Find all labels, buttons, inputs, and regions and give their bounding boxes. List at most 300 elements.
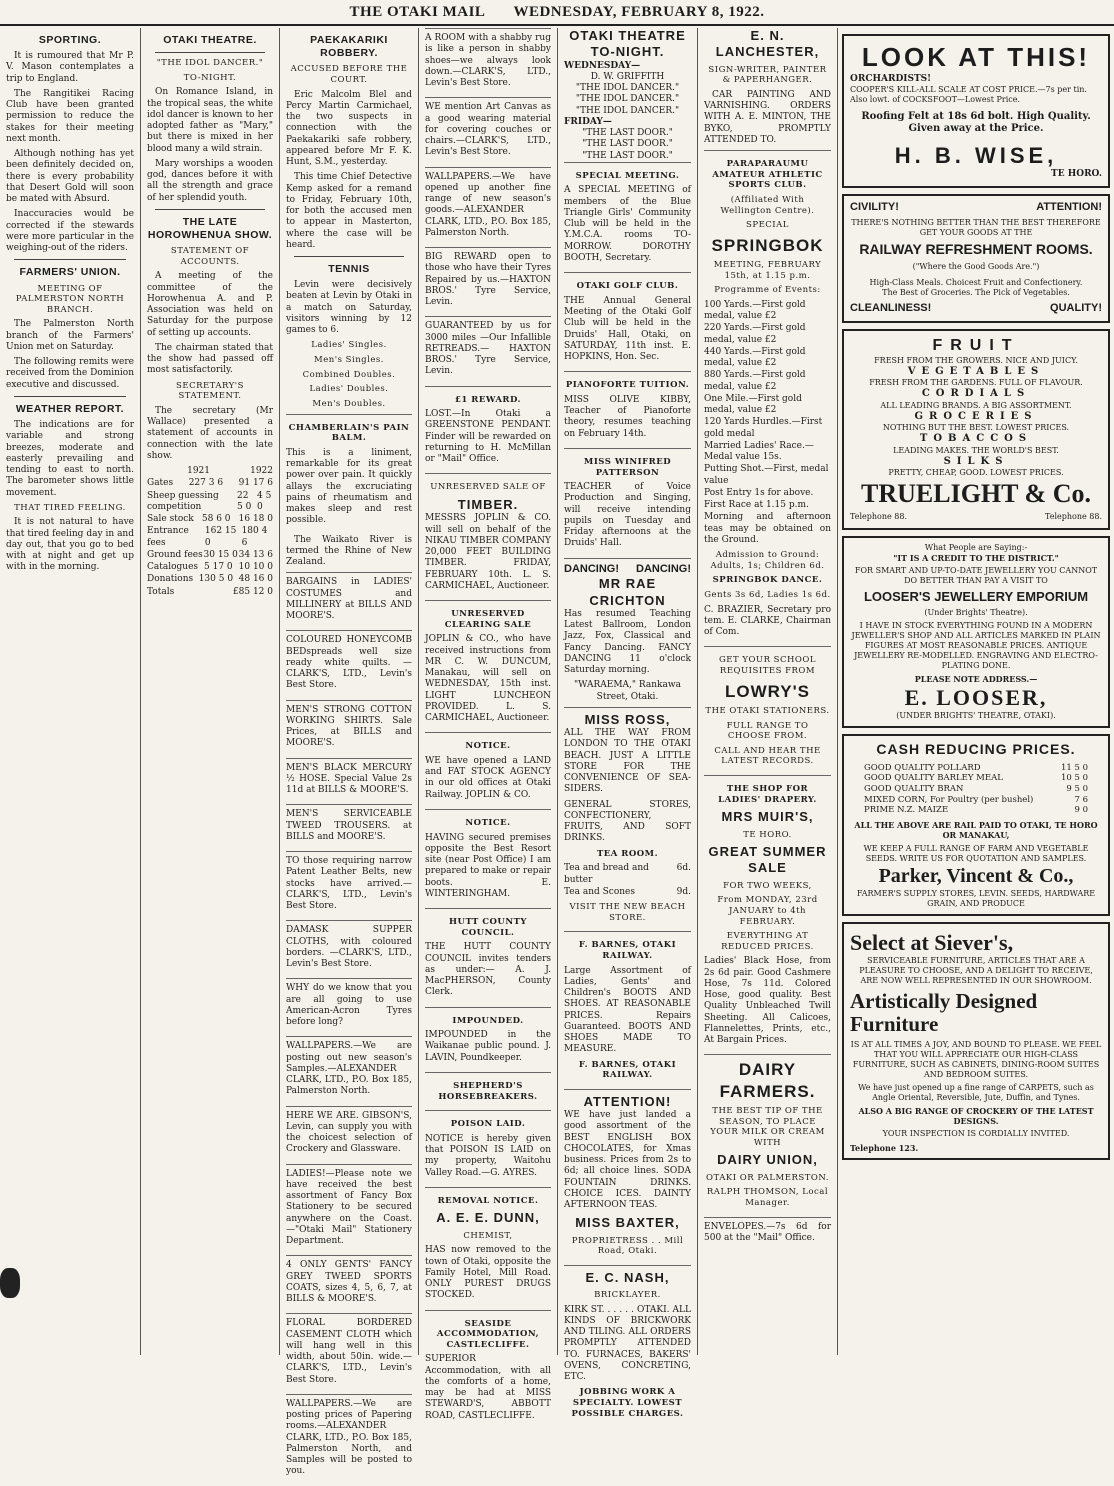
looser-sub: (Under Brights' Theatre). (924, 607, 1028, 617)
accounts-cell: 227 3 6 (188, 478, 224, 489)
event-item: 100 Yards.—First gold medal, value £2 (704, 299, 806, 322)
accounts-cell: Donations (147, 574, 194, 585)
ad-text: A ROOM with a shabby rug is like a person in shabby shoes—we always look down.—CLARK'S, LTD., Levin's Best Store. (425, 33, 551, 88)
classified-ad (286, 1255, 412, 1313)
classified-ad (286, 700, 412, 758)
full-range-line: FULL RANGE TO CHOOSE FROM. (726, 720, 809, 742)
balm-paragraph: This is a liniment, remarkable for its great power over pain. It quickly allays the excruciating pains of rheumatism and makes sleep and rest possible. (286, 447, 412, 526)
lanchester-sub: SIGN-WRITER, PAINTER & PAPERHANGER. (708, 64, 827, 86)
shepherd-ad (425, 1072, 551, 1110)
accounts-cell: 22 5 0 (237, 490, 252, 512)
robbery-paragraph: Eric Malcolm Blel and Percy Martin Carmichael, the two suspects in connection with the Paekakariki safe robbery, appeared before Mr F. K. Hunt, S.M., yesterday. (286, 89, 412, 167)
civility-label: CIVILITY! (850, 200, 899, 213)
accounts-row (147, 562, 273, 573)
accounts-cell: 34 13 6 (238, 549, 273, 560)
ad-text: A SPECIAL MEETING of members of the Blue Triangle Girls' Community Club will be held in the Y.M.C.A. rooms TO-MORROW. DOROTHY BOOTH, Secretary. (564, 185, 691, 263)
divider (155, 209, 265, 210)
wise-tehoro: TE HORO. (1051, 169, 1102, 180)
idol-line: "THE IDOL DANCER." (575, 105, 680, 116)
all-above-line: ALL THE ABOVE ARE RAIL PAID TO OTAKI, TE HORO OR MANAKAU, (854, 819, 1098, 840)
fruit-line: LEADING MAKES. THE WORLD'S BEST. (893, 445, 1059, 455)
accounts-cell: 162 15 0 (204, 526, 237, 548)
artis-line1: Artistically Designed (850, 989, 1038, 1014)
poison-ad (425, 1110, 551, 1187)
wise-ad (842, 34, 1110, 188)
clearing-ad (425, 600, 551, 732)
accounts-cell: 48 16 0 (238, 574, 273, 585)
orch-line: COOPER'S KILL-ALL SCALE AT COST PRICE.—7s per tin. (850, 84, 1087, 94)
idol-line: "THE IDOL DANCER." (575, 83, 680, 93)
cash-row (850, 805, 1102, 816)
theatre2-friday: FRIDAY— (564, 116, 612, 127)
accounts-cell: Entrance fees (147, 526, 189, 548)
cash-price: 7 6 (1074, 794, 1088, 805)
railway-sub: ("Where the Good Goods Are.") (912, 261, 1040, 271)
accounts-cell: 180 4 6 (241, 526, 268, 548)
column-6 (698, 28, 838, 1355)
classified-ad (425, 28, 551, 97)
looser-name: E. LOOSER, (904, 684, 1048, 710)
divider (294, 256, 404, 257)
golf-ad (564, 272, 691, 371)
tennis-subheading: Men's Doubles. (312, 398, 386, 409)
ad-text: HERE WE ARE. GIBSON'S, Levin, can supply you with the choicest selection of Crockery and Glassware. (286, 1110, 412, 1155)
classified-ad (286, 804, 412, 851)
fruit-line: CORDIALS (921, 388, 1031, 399)
dairy-text: THE BEST TIP OF THE SEASON, TO PLACE YOUR MILK OR CREAM WITH (710, 1105, 825, 1148)
ad-text: BIG REWARD open to those who have their Tyres Repaired by us.—HAXTON BROS.' Tyre Service, Levin. (425, 252, 551, 307)
accounts-header-cell: 1921 (187, 466, 210, 477)
truelight-name: TRUELIGHT & Co. (861, 479, 1091, 508)
column-7 (838, 28, 1114, 1355)
divider (155, 52, 265, 53)
cash-row (850, 773, 1102, 784)
classified-ads (286, 572, 412, 1485)
springbok-title: SPRINGBOK (711, 235, 824, 255)
ad-text: KIRK ST. . . . . . OTAKI. ALL KINDS OF BRICKWORK AND TILING. ALL ORDERS PROMPTLY ATTENDED TO. FURNACES, BAKERS' OVENS, CONCRETING, ETC. (564, 1304, 691, 1383)
ad-text: THE Annual General Meeting of the Otaki Golf Club will be held in the Druids' Hall, Otaki, on SATURDAY, 11th inst. E. HOPKINS, Hon. Sec. (564, 295, 691, 362)
ad-text: Large Assortment of Ladies, Gents' and Children's BOOTS AND SHOES. AT REASONABLE PRICES. Repairs Guaranteed. BOOTS AND SHOES MADE TO MEASURE. (564, 965, 691, 1055)
theatre2-tonight: TO-NIGHT. (590, 44, 665, 60)
accounts-cell: 5 17 0 (204, 562, 233, 573)
event-item: Post Entry 1s for above. (704, 487, 814, 498)
crockery-text: ALSO A BIG RANGE OF CROCKERY OF THE LATEST DESIGNS. (858, 1105, 1094, 1126)
theatre2-griffith: D. W. GRIFFITH (590, 71, 665, 82)
select-text: SERVICEABLE FURNITURE, ARTICLES THAT ARE A PLEASURE TO CHOOSE, AND A DELIGHT TO RECEIVE, ARE NOW WELL REPRESENTED IN OUR SHOWROOM. (859, 956, 1093, 986)
dance-price: Gents 3s 6d, Ladies 1s 6d. (704, 590, 831, 600)
parker-name: Parker, Vincent & Co., (878, 864, 1074, 887)
fruit-line: TOBACCOS (919, 433, 1033, 444)
accounts-row (147, 478, 273, 489)
accounts-row (147, 514, 273, 525)
wise-name: H. B. WISE, (894, 142, 1058, 168)
keep-line: WE KEEP A FULL RANGE OF FARM AND VEGETABLE SEEDS. WRITE US FOR QUOTATION AND SAMPLES. (863, 843, 1089, 863)
tennis-subheading: Ladies' Singles. (311, 340, 387, 351)
seaside-heading: SEASIDE ACCOMMODATION, CASTLECLIFFE. (436, 1318, 540, 1350)
nash-sub: BRICKLAYER. (594, 1290, 661, 1300)
tired-paragraph: It is not natural to have that tired feeling day in and day out, that you go to bed with at night and get up with in the morning. (6, 517, 134, 573)
ad-text: 4 ONLY GENTS' FANCY GREY TWEED SPORTS COATS, sizes 4, 5, 6, 7, at BILLS & MOORE'S. (286, 1260, 412, 1304)
bestgroc-line: The Best of Groceries. The Pick of Vegetables. (882, 287, 1070, 297)
ad-text: GENERAL STORES, CONFECTIONERY, FRUITS, AND SOFT DRINKS. (564, 799, 691, 844)
clearing-heading: UNRESERVED CLEARING SALE (444, 609, 532, 630)
fruit-lines (850, 356, 1102, 479)
railway-ad (842, 194, 1110, 323)
railway-name: RAILWAY REFRESHMENT ROOMS. (859, 241, 1093, 258)
accounts-row (147, 574, 273, 585)
masthead (0, 0, 1114, 26)
nash-name: E. C. NASH, (585, 1269, 670, 1285)
accounts-row (147, 550, 273, 561)
classified-ad (286, 758, 412, 805)
thomson-line: RALPH THOMSON, Local Manager. (706, 1187, 829, 1208)
attention-ad (564, 1089, 691, 1265)
muirs-name: MRS MUIR'S, (721, 809, 814, 825)
secretary-heading: SECRETARY'S STATEMENT. (176, 380, 244, 402)
highclass-line: High-Class Meals. Choicest Fruit and Confectionery. (869, 277, 1083, 287)
tea-item: Tea and bread and butter (564, 863, 649, 885)
accounts-cell: Totals (147, 586, 175, 597)
programme-line: Programme of Events: (714, 285, 821, 296)
attention-label: ATTENTION! (1036, 200, 1102, 213)
winifred-ad (564, 448, 691, 558)
ad-text: TO those requiring narrow Patent Leather Belts, new stocks have arrived.—CLARK'S, LTD., Levin's Best Store. (286, 856, 412, 911)
farmers-paragraph: The Palmerston North branch of the Farmers' Union met on Saturday. (6, 319, 134, 352)
ross-name: MISS ROSS, (584, 711, 671, 727)
accounts-header-cell: 1922 (250, 466, 273, 477)
theatre-paragraph: On Romance Island, in the tropical seas, the white idol dancer is known to her adopted father as "Mary," but there is mixed in her blood many a wild strain. (147, 87, 273, 154)
accounts-row (147, 587, 273, 598)
orch-line: Also lowt. of COCKSFOOT—Lowest Price. (850, 94, 1021, 104)
lowrys-name: LOWRY'S (724, 681, 811, 701)
dancing-label: DANCING! (636, 562, 691, 575)
cash-price: 9 0 (1074, 805, 1088, 816)
para-sub: (Affiliated With Wellington Centre). (720, 194, 815, 216)
sporting-paragraph: Inaccuracies would be corrected if the stewards were more particular in the weighing-out of the riders. (6, 209, 134, 254)
classified-ad (286, 1313, 412, 1394)
telephone-row (850, 512, 1102, 522)
telephone-left: Telephone 88. (850, 511, 907, 521)
crichton-name: MR RAE CRICHTON (589, 576, 666, 608)
parker-sub: FARMER'S SUPPLY STORES, LEVIN. SEEDS, HARDWARE GRAIN, AND PRODUCE (856, 888, 1096, 908)
ad-text: MEN'S STRONG COTTON WORKING SHIRTS. Sale Prices, at BILLS and MOORE'S. (286, 704, 412, 749)
for-two: FOR TWO WEEKS, (723, 880, 812, 891)
winifred-heading: MISS WINIFRED PATTERSON (583, 456, 672, 478)
farmers-paragraph: The following remits were received from the Dominion executive and discussed. (6, 357, 134, 390)
sievers-ad (842, 922, 1110, 1160)
para-heading: PARAPARAUMU AMATEUR ATHLETIC SPORTS CLUB. (712, 159, 823, 191)
tennis-subheading: Combined Doubles. (302, 369, 396, 380)
hutt-heading: HUTT COUNTY COUNCIL. (449, 917, 527, 938)
cash-row (850, 763, 1102, 774)
nash-ad (564, 1265, 691, 1428)
credit-line: "IT IS A CREDIT TO THE DISTRICT." (893, 552, 1059, 563)
tired-heading: THAT TIRED FEELING. (14, 502, 126, 513)
envelopes-ad (704, 1217, 831, 1253)
classified-ad (425, 247, 551, 316)
dairy-ad (704, 1054, 831, 1216)
dancing-row (564, 563, 691, 577)
call-line: CALL AND HEAR THE LATEST RECORDS. (714, 745, 821, 767)
dairy-title: DAIRY FARMERS. (719, 1060, 816, 1101)
ad-text: JOPLIN & CO., who have received instructions from MR C. W. DUNCUM, Manakau, will sell on WEDNESDAY, 15th inst. LIGHT LUNCHEON PROVIDED. L. S. CARMICHAEL, Auctioneer. (425, 634, 551, 723)
jobbing-line: JOBBING WORK A SPECIALTY. LOWEST POSSIBLE CHARGES. (571, 1387, 684, 1419)
cash-item: GOOD QUALITY POLLARD (864, 762, 981, 773)
ad-text: NOTICE is hereby given that POISON IS LAID on my property, Waitohu Valley Road.—G. AYRES. (425, 1133, 551, 1178)
cash-price: 9 5 0 (1066, 784, 1088, 794)
fruit-line: ALL LEADING BRANDS. A BIG ASSORTMENT. (880, 400, 1072, 410)
robbery-heading: PAEKAKARIKI ROBBERY. (310, 34, 388, 60)
column-5 (558, 28, 698, 1419)
notice-heading: NOTICE. (465, 741, 511, 752)
theatre2-heading: OTAKI THEATRE (569, 28, 686, 43)
ad-text: CAR PAINTING AND VARNISHING. ORDERS WITH A. E. MINTON, THE BYKO, PROMPTLY ATTENDED TO. (704, 89, 831, 145)
accounts-cell: Gates (147, 478, 174, 489)
visit-line: VISIT THE NEW BEACH STORE. (569, 902, 686, 923)
ad-text: WALLPAPERS.—We are posting out new season's Samples.—ALEXANDER CLARK, LTD., P.O. Box 185, Palmerston North. (286, 1041, 412, 1097)
looser-ad (842, 536, 1110, 729)
classified-ad (286, 1036, 412, 1105)
robbery-subheading: ACCUSED BEFORE THE COURT. (290, 64, 408, 85)
lowrys-sub: THE OTAKI STATIONERS. (705, 705, 830, 716)
farmers-heading: FARMERS' UNION. (19, 266, 121, 279)
show-paragraph: A meeting of the committee of the Horowhenua A. and P. Association was held on Saturday for the purpose of setting up accounts. (147, 271, 273, 338)
accounts-row (147, 526, 273, 549)
lowrys-ad (704, 646, 831, 775)
accounts-cell: Catalogues (147, 562, 199, 573)
tennis-heading: TENNIS (328, 263, 370, 275)
cash-item: MIXED CORN, For Poultry (per bushel) (864, 794, 1034, 805)
cleanliness-label: CLEANLINESS! (850, 301, 932, 314)
cash-item: GOOD QUALITY BARLEY MEAL (864, 773, 1003, 784)
special-ad (564, 162, 691, 272)
sporting-paragraph: It is rumoured that Mr P. V. Mason contemplates a trip to England. (6, 51, 134, 84)
shepherd-heading: SHEPHERD'S HORSEBREAKERS. (438, 1080, 538, 1102)
cash-price: 11 5 0 (1060, 762, 1088, 773)
special-heading: SPECIAL MEETING. (575, 170, 680, 181)
ad-text: Has resumed Teaching Latest Ballroom, London Jazz, Fox, Classical and Fancy Dancing. FANCY DANCING 11 o'clock Saturday morning. (564, 608, 691, 676)
event-item: One Mile.—First gold medal, value £2 (704, 393, 802, 416)
waraema-address: "WARAEMA," Rankawa Street, Otaki. (574, 680, 681, 702)
muirs-sub: TE HORO. (743, 829, 792, 840)
fruit-line: PRETTY, CHEAP, GOOD. LOWEST PRICES. (888, 468, 1064, 477)
artis-text: IS AT ALL TIMES A JOY, AND BOUND TO PLEASE. WE FEEL THAT YOU WILL APPRECIATE OUR HIGH-CLASS FURNITURE, SUCH AS CABINETS, DINING-ROOM SUITES AND BEDROOM SUITES. (850, 1039, 1102, 1079)
lost-ad (425, 386, 551, 474)
telephone-line: Telephone 123. (850, 1142, 919, 1153)
timber-ad (425, 473, 551, 600)
secretary-paragraph: The secretary (Mr Wallace) presented a statement of accounts in connection with the late show. (147, 405, 273, 461)
impound-ad (425, 1007, 551, 1072)
accounts-header (147, 466, 273, 477)
column-4 (419, 28, 558, 1421)
event-item: First Race at 1.15 p.m. (704, 500, 809, 511)
select-title: Select at Siever's, (850, 929, 1014, 955)
balm-ad (286, 414, 412, 535)
tea-price: 6d. (676, 863, 691, 874)
union-name: DAIRY UNION, (717, 1152, 818, 1168)
ad-text: WALLPAPERS.—We have opened up another fine range of new season's goods.—ALEXANDER CLARK, LTD., P.O. Box 185, Palmerston North. (425, 171, 551, 238)
theatre-paragraph: Mary worships a wooden god, dances before it with all the strength and grace of her splendid youth. (147, 158, 273, 203)
telephone-right: Telephone 88. (1045, 511, 1102, 521)
accounts-cell: £85 12 0 (232, 586, 273, 597)
seaside-ad (425, 1310, 551, 1430)
farmers-subheading: MEETING OF PALMERSTON NORTH BRANCH. (15, 283, 125, 315)
ad-text: LADIES!—Please note we have received the best assortment of Fancy Box Stationery to be secured anywhere on the Coast.—"Otaki Mail" Stationery Department. (286, 1168, 412, 1246)
accounts-cell: 91 17 6 (238, 478, 273, 489)
piano-heading: PIANOFORTE TUITION. (565, 380, 690, 391)
show-subheading: STATEMENT OF ACCOUNTS. (170, 246, 250, 267)
looser-heading: LOOSER'S JEWELLERY EMPORIUM (863, 588, 1089, 604)
removal-heading: REMOVAL NOTICE. (437, 1195, 539, 1206)
barnes-name: F. BARNES, OTAKI RAILWAY. (578, 1059, 677, 1081)
dates-line: From MONDAY, 23rd JANUARY to 4th FEBRUARY. (717, 895, 818, 927)
cash-rows (850, 763, 1102, 816)
looser-addr: (UNDER BRIGHTS' THEATRE, OTAKI). (896, 711, 1056, 721)
accounts-cell: Ground fees (147, 549, 203, 560)
robbery-paragraph: This time Chief Detective Kemp asked for a remand to Friday, February 10th, for both the accused men to appear in Masterton, where the case will be heard. (286, 172, 412, 250)
springbok-dance: SPRINGBOK DANCE. (712, 575, 823, 586)
tea-row (564, 887, 691, 898)
ad-text: WE mention Art Canvas as a good wearing material for covering couches or chairs.—CLARK'S, LTD., Levin's Best Store. (425, 102, 551, 158)
cleanliness-row (850, 302, 1102, 316)
notice-ad (425, 809, 551, 908)
classified-ad (286, 1106, 412, 1164)
event-item: 880 Yards.—First gold medal, value £2 (704, 370, 806, 392)
truelight-ad (842, 329, 1110, 530)
tennis-paragraph: Levin were decisively beaten at Levin by Otaki in a match on Saturday, visitors winning by 12 games to 6. (286, 280, 412, 336)
poison-heading: POISON LAID. (450, 1119, 526, 1130)
divider (14, 259, 126, 260)
classified-ad (286, 572, 412, 630)
ad-text: Morning and afternoon teas may be obtained on the Ground. (704, 512, 831, 545)
please-line: PLEASE NOTE ADDRESS.— (914, 673, 1038, 684)
fruit-line: NOTHING BUT THE BEST. LOWEST PRICES. (882, 423, 1070, 432)
look-title: LOOK AT THIS! (861, 42, 1091, 72)
fruit-line: VEGETABLES (907, 365, 1045, 377)
ad-text: SUPERIOR Accommodation, with all the comforts of a home, may be had at MISS STEWARD'S, ABBOTT ROAD, CASTLECLIFFE. (425, 1354, 551, 1421)
event-item: 120 Yards Hurdles.—First gold medal (704, 417, 823, 439)
shop-heading: THE SHOP FOR LADIES' DRAPERY. (718, 784, 817, 805)
nothing-line: THERE'S NOTHING BETTER THAN THE BEST THEREFORE GET YOUR GOODS AT THE (851, 218, 1101, 238)
tennis-subheading: Ladies' Doubles. (309, 384, 389, 395)
tennis-subheading: Men's Singles. (314, 355, 384, 365)
classified-ad (286, 851, 412, 920)
notice-heading: NOTICE. (465, 817, 511, 828)
theatre-heading: OTAKI THEATRE. (163, 34, 257, 46)
event-item: 220 Yards.—First gold medal, value £2 (704, 323, 806, 345)
ad-text: WALLPAPERS.—We are posting prices of Papering rooms.—ALEXANDER CLARK, LTD., P.O. Box 185, Palmerston North, and Samples will be posted to you. (286, 1398, 412, 1477)
ad-text: HAVING secured premises opposite the Best Resort site (near Post Office) I am prepared to make or repair boots. E. WINTERINGHAM. (425, 832, 551, 899)
column-3 (280, 28, 419, 1477)
barnes-ad (564, 931, 691, 1089)
accounts-cell: 16 18 0 (238, 514, 273, 525)
cash-row (850, 795, 1102, 806)
ad-text: WE have opened a LAND and FAT STOCK AGENCY in our old offices at Otaki Railway. JOPLIN & CO. (425, 755, 551, 800)
ad-text: HAS now removed to the town of Otaki, opposite the Family Hotel, Mill Road. ONLY PUREST DRUGS STOCKED. (425, 1245, 551, 1301)
cash-price: 10 5 0 (1060, 773, 1088, 784)
theatre-subheading: "THE IDOL DANCER." (156, 58, 264, 69)
dancing-label: DANCING! (564, 562, 619, 575)
special-label: SPECIAL (746, 220, 789, 231)
divider (14, 396, 126, 397)
idol-line: "THE IDOL DANCER." (575, 94, 680, 105)
dunn-name: A. E. E. DUNN, (436, 1210, 540, 1226)
para-ad (704, 150, 831, 646)
notice-ad (425, 732, 551, 809)
orchardists-label: ORCHARDISTS! (850, 73, 932, 84)
ad-text: MEN'S BLACK MERCURY ½ HOSE. Special Value 2s 11d at BILLS & MOORE'S. (286, 762, 412, 795)
sporting-paragraph: Although nothing has yet been definitely decided on, there is every probability that Desert Gold will soon be mated with Absurd. (6, 149, 134, 205)
tearoom-heading: TEA ROOM. (596, 848, 659, 859)
ad-text: MISS OLIVE KIBBY, Teacher of Pianoforte theory, resumes teaching on February 14th. (564, 394, 691, 439)
sporting-paragraph: The Rangitikei Racing Club have been granted permission to reduce the stakes for their meeting next month. (6, 88, 134, 144)
union-sub: OTAKI OR PALMERSTON. (706, 1172, 829, 1183)
muirs-ad (704, 775, 831, 1054)
events-list (704, 300, 831, 512)
column-2 (141, 28, 280, 1355)
school-heading: GET YOUR SCHOOL REQUISITES FROM (718, 655, 817, 676)
ad-text: IMPOUNDED in the Waikanae public pound. J. LAVIN, Poundkeeper. (425, 1030, 551, 1063)
waikato-paragraph: The Waikato River is termed the Rhine of New Zealand. (286, 534, 412, 567)
fruit-line: FRESH FROM THE GARDENS. FULL OF FLAVOUR. (869, 378, 1083, 387)
ad-text: MEN'S SERVICEABLE TWEED TROUSERS. at BILLS and MOORE'S. (286, 809, 412, 842)
ad-text: GUARANTEED by us for 3000 miles —Our Infallible RETREADS.— HAXTON BROS.' Tyre Service, Levin. (425, 321, 551, 377)
ad-text: DAMASK SUPPER CLOTHS, with coloured borders. —CLARK'S, LTD., Levin's Best Store. (286, 925, 412, 969)
classified-ad (286, 1394, 412, 1486)
sporting-heading: SPORTING. (38, 34, 102, 46)
column-1 (0, 28, 141, 1355)
inspection-text: YOUR INSPECTION IS CORDIALLY INVITED. (882, 1128, 1070, 1138)
event-item: 440 Yards.—First gold medal, value £2 (704, 346, 806, 369)
last-door-line: "THE LAST DOOR." (582, 150, 673, 161)
ad-text: TEACHER of Voice Production and Singing, will receive intending pupils on Tuesday and Friday afternoons at the Druids' Hall. (564, 482, 691, 549)
event-item: Married Ladies' Race.—Medal value 15s. (704, 440, 814, 463)
great-sale: GREAT SUMMER SALE (708, 844, 827, 876)
classified-ad (286, 1164, 412, 1256)
classified-ad (286, 978, 412, 1036)
tea-item: Tea and Scones (564, 886, 636, 897)
ross-ad (564, 707, 691, 931)
accounts-cell: 4 5 0 (257, 490, 272, 512)
cash-heading: CASH REDUCING PRICES. (876, 741, 1076, 758)
dunn-sub: CHEMIST, (463, 1230, 513, 1241)
parker-ad (842, 734, 1110, 916)
everything-line: EVERYTHING AT REDUCED PRICES. (721, 931, 814, 952)
cash-item: PRIME N.Z. MAIZE (864, 805, 949, 816)
hutt-ad (425, 908, 551, 1007)
masthead-title: THE OTAKI MAIL (349, 3, 486, 20)
dancing-ad (564, 558, 691, 707)
classified-ad (425, 316, 551, 385)
tea-price: 9d. (676, 886, 691, 897)
last-door-line: "THE LAST DOOR." (582, 139, 673, 150)
barnes-name: F. BARNES, OTAKI RAILWAY. (578, 940, 677, 961)
show-heading: THE LATE HOROWHENUA SHOW. (147, 215, 273, 241)
fruit-line: GROCERIES (914, 410, 1038, 422)
fruit-line: FRESH FROM THE GROWERS. NICE AND JUICY. (874, 355, 1078, 365)
given-line: Given away at the Price. (908, 123, 1044, 135)
tea-row (564, 863, 691, 886)
classified-ad (286, 630, 412, 699)
ad-text: Ladies' Black Hose, from 2s 6d pair. Good Cashmere Hose, 7s 11d. Colored Hose, good quality. Best Quality Unbleached Twill Sheeting. All Calicoes, Flannelettes, Prints, etc., At Bargain Prices. (704, 956, 831, 1046)
classified-ad (425, 97, 551, 166)
timber-heading: UNRESERVED SALE OF (430, 482, 546, 493)
accounts-row (147, 491, 273, 514)
ad-text: C. BRAZIER, Secretary pro tem. E. CLARKE, Chairman of Com. (704, 604, 831, 638)
balm-heading: CHAMBERLAIN'S PAIN BALM. (288, 422, 410, 444)
theatre2-wednesday: WEDNESDAY— (564, 60, 641, 71)
ad-text: COLOURED HONEYCOMB BEDspreads well size ready white quilts. — CLARK'S, LTD., Levin's Best Store. (286, 635, 412, 691)
